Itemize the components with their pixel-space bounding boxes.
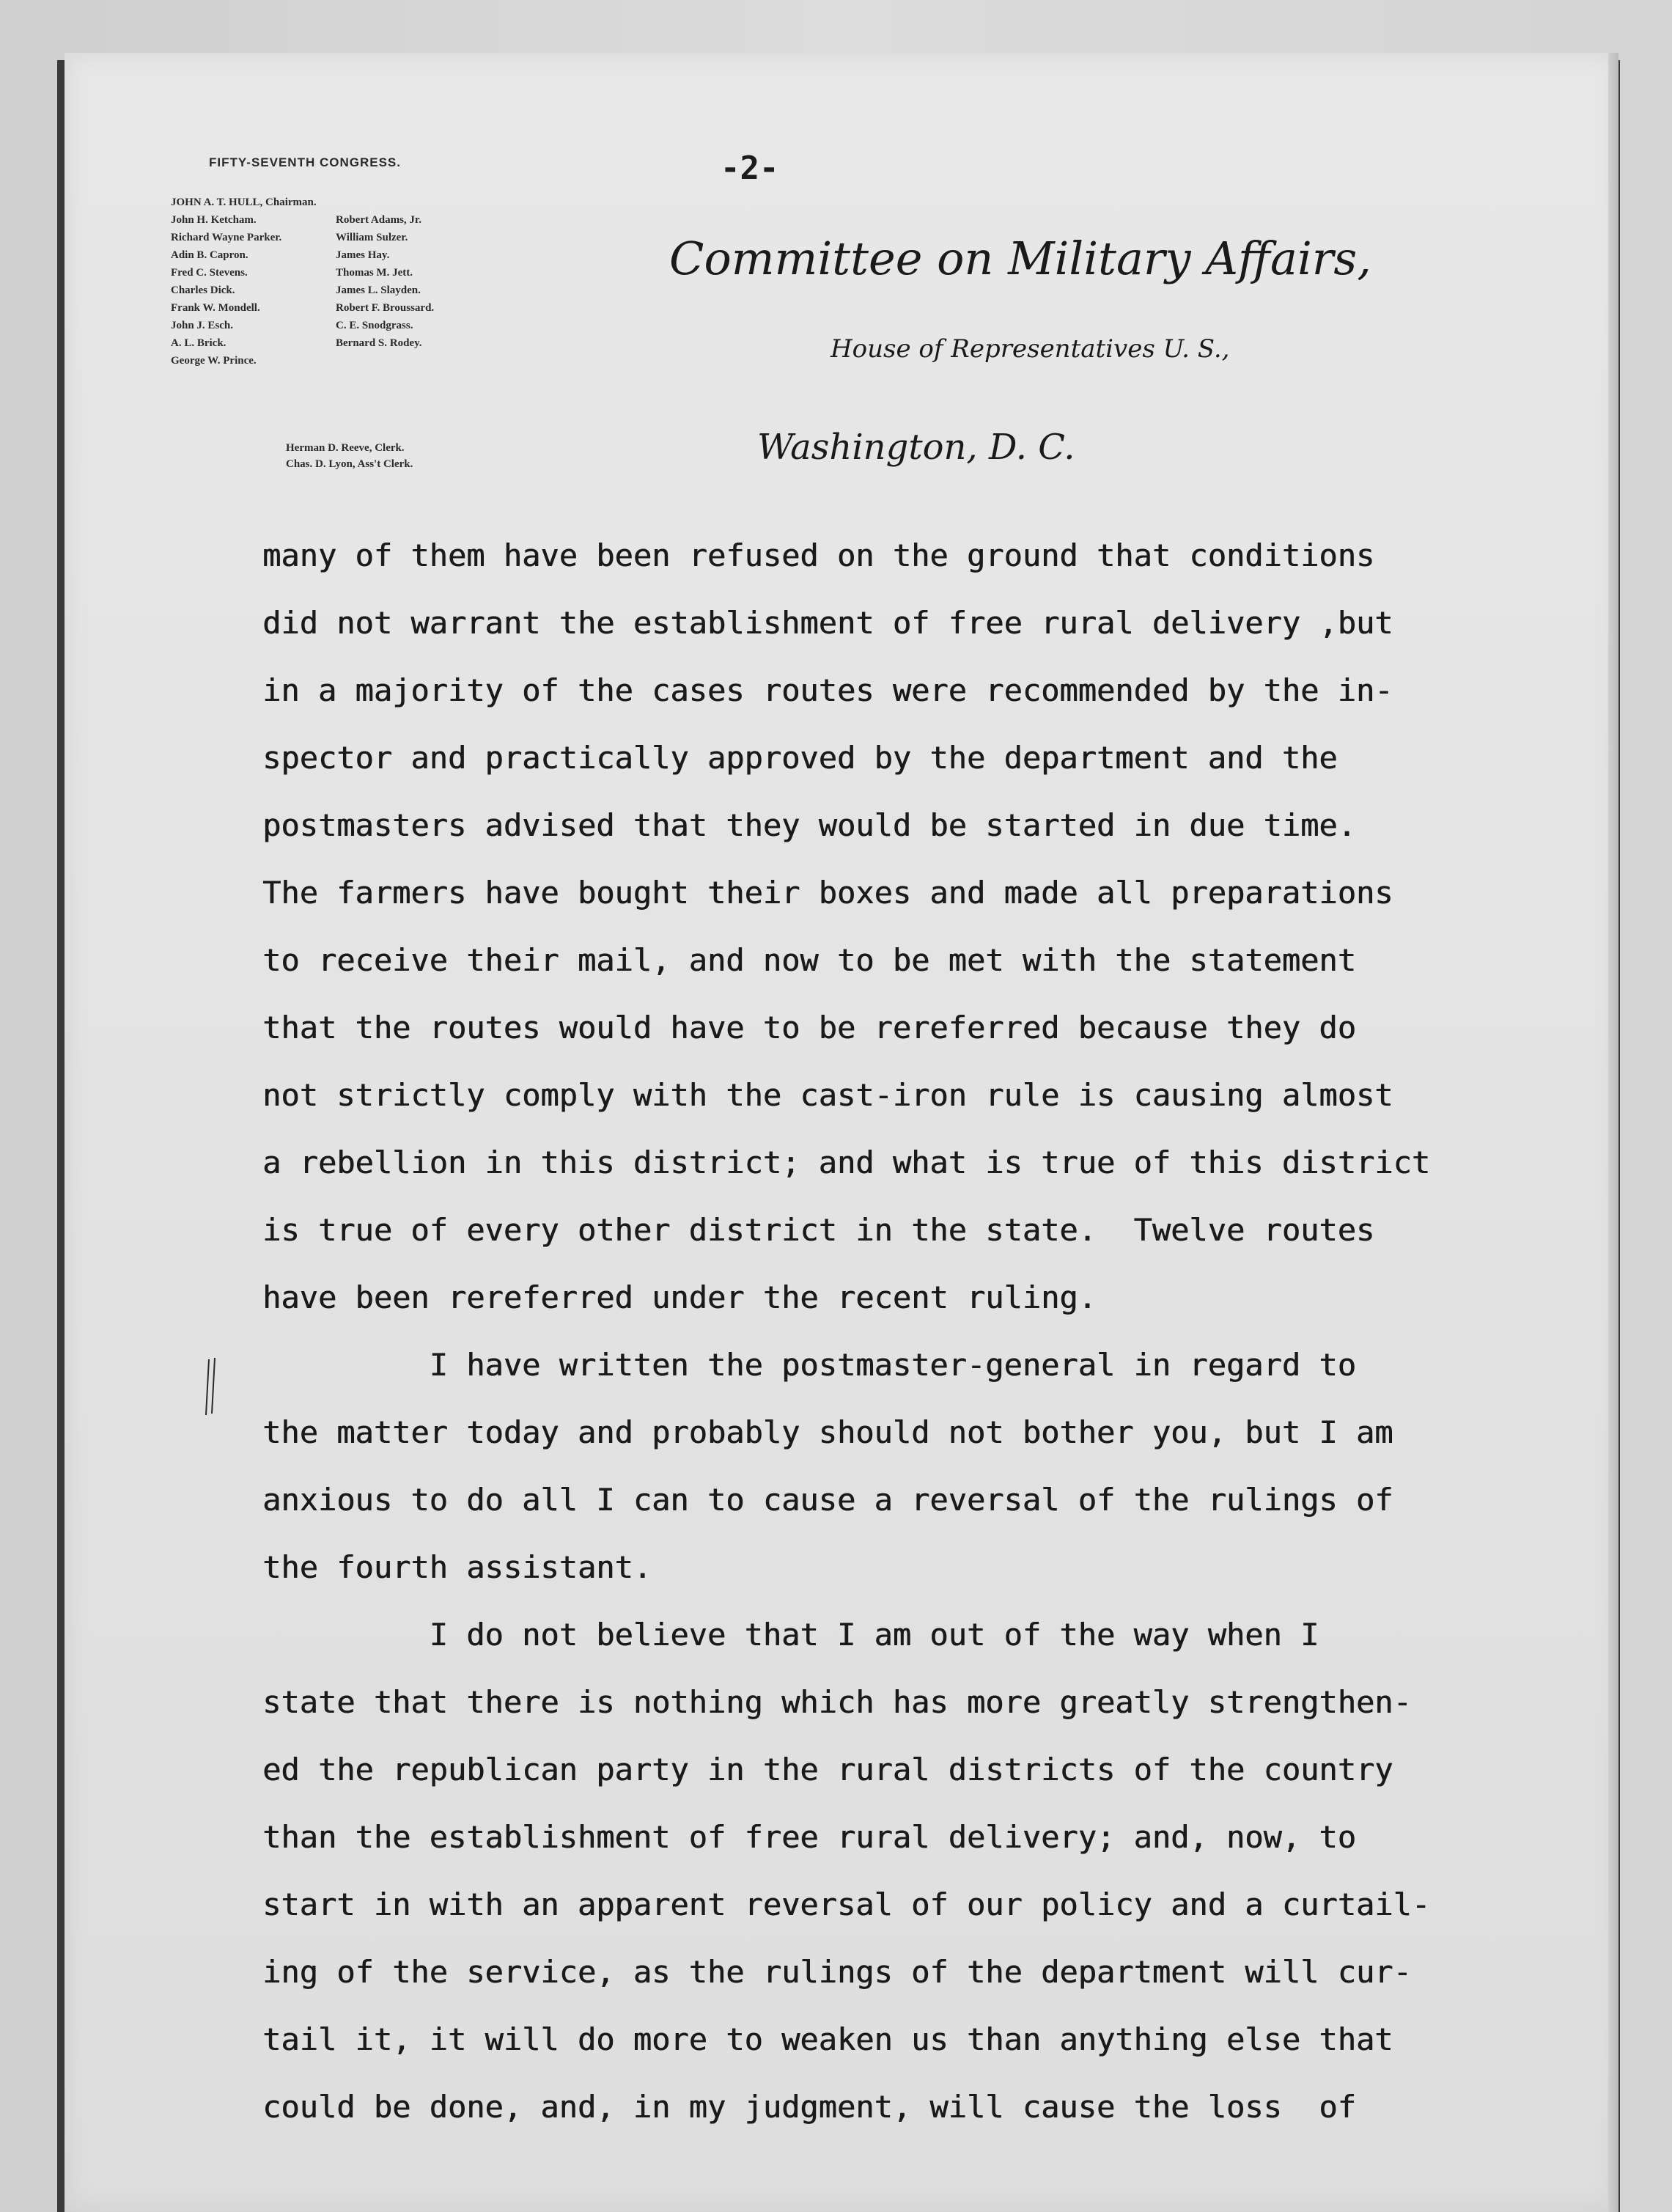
committee-city: Washington, D. C. bbox=[757, 427, 1075, 468]
committee-members-right bbox=[336, 211, 519, 352]
body-line: in a majority of the cases routes were recommended by the in- bbox=[262, 672, 1393, 708]
body-line: ed the republican party in the rural districts of the country bbox=[262, 1752, 1393, 1787]
body-line: is true of every other district in the state. Twelve routes bbox=[262, 1212, 1375, 1248]
body-line: The farmers have bought their boxes and made all preparations bbox=[262, 875, 1393, 911]
member-name: James L. Slayden. bbox=[336, 284, 421, 296]
page-number: -2- bbox=[721, 150, 779, 187]
member-name: James Hay. bbox=[336, 249, 390, 261]
member-name: George W. Prince. bbox=[171, 355, 257, 367]
body-line: to receive their mail, and now to be met with the statement bbox=[262, 942, 1356, 978]
member-name: John J. Esch. bbox=[171, 320, 234, 331]
body-line: that the routes would have to be rereferred because they do bbox=[262, 1010, 1356, 1046]
congress-title: FIFTY-SEVENTH CONGRESS. bbox=[209, 155, 401, 169]
member-name: Frank W. Mondell. bbox=[171, 302, 260, 314]
body-line: state that there is nothing which has more greatly strengthen- bbox=[262, 1684, 1412, 1720]
body-line: tail it, it will do more to weaken us than anything else that bbox=[262, 2021, 1393, 2057]
committee-house: House of Representatives U. S., bbox=[831, 334, 1230, 364]
body-line: start in with an apparent reversal of our policy and a curtail- bbox=[262, 1886, 1431, 1922]
body-line: postmasters advised that they would be started in due time. bbox=[262, 807, 1356, 843]
member-name: Bernard S. Rodey. bbox=[336, 337, 422, 349]
body-line: ing of the service, as the rulings of the department will cur- bbox=[262, 1954, 1412, 1990]
committee-members-left bbox=[171, 194, 339, 370]
member-name: Adin B. Capron. bbox=[171, 249, 248, 261]
body-line: could be done, and, in my judgment, will cause the loss of bbox=[262, 2089, 1356, 2125]
body-line: anxious to do all I can to cause a reversal of the rulings of bbox=[262, 1482, 1393, 1518]
body-line: did not warrant the establishment of free rural delivery ,but bbox=[262, 605, 1393, 641]
body-line: the matter today and probably should not bother you, but I am bbox=[262, 1414, 1393, 1450]
body-line: than the establishment of free rural delivery; and, now, to bbox=[262, 1819, 1356, 1855]
assistant-clerk-name: Chas. D. Lyon, Ass't Clerk. bbox=[286, 458, 413, 470]
body-line: not strictly comply with the cast-iron rule is causing almost bbox=[262, 1077, 1393, 1113]
member-name: John H. Ketcham. bbox=[171, 214, 257, 226]
clerks-block bbox=[286, 440, 413, 472]
body-line: a rebellion in this district; and what is true of this district bbox=[262, 1144, 1431, 1180]
member-name: Richard Wayne Parker. bbox=[171, 232, 282, 243]
member-name: William Sulzer. bbox=[336, 232, 408, 243]
body-line: many of them have been refused on the ground that conditions bbox=[262, 537, 1375, 573]
member-name: Robert F. Broussard. bbox=[336, 302, 435, 314]
letter-body bbox=[262, 522, 1582, 2141]
page-edge bbox=[1608, 53, 1618, 2212]
body-line: I have written the postmaster-general in regard to bbox=[262, 1347, 1356, 1383]
letter-page bbox=[65, 53, 1618, 2212]
committee-name: Committee on Military Affairs, bbox=[669, 232, 1371, 285]
clerk-name: Herman D. Reeve, Clerk. bbox=[286, 442, 405, 454]
body-line: I do not believe that I am out of the way when I bbox=[262, 1617, 1319, 1653]
body-line: spector and practically approved by the department and the bbox=[262, 740, 1338, 776]
margin-mark bbox=[204, 1358, 217, 1417]
member-name: Fred C. Stevens. bbox=[171, 267, 248, 279]
member-name: C. E. Snodgrass. bbox=[336, 320, 413, 331]
member-name: A. L. Brick. bbox=[171, 337, 227, 349]
body-line: the fourth assistant. bbox=[262, 1549, 652, 1585]
member-name: Robert Adams, Jr. bbox=[336, 214, 421, 226]
member-name: JOHN A. T. HULL, Chairman. bbox=[171, 196, 317, 208]
member-name: Charles Dick. bbox=[171, 284, 235, 296]
member-name: Thomas M. Jett. bbox=[336, 267, 413, 279]
body-line: have been rereferred under the recent ruling. bbox=[262, 1279, 1097, 1315]
